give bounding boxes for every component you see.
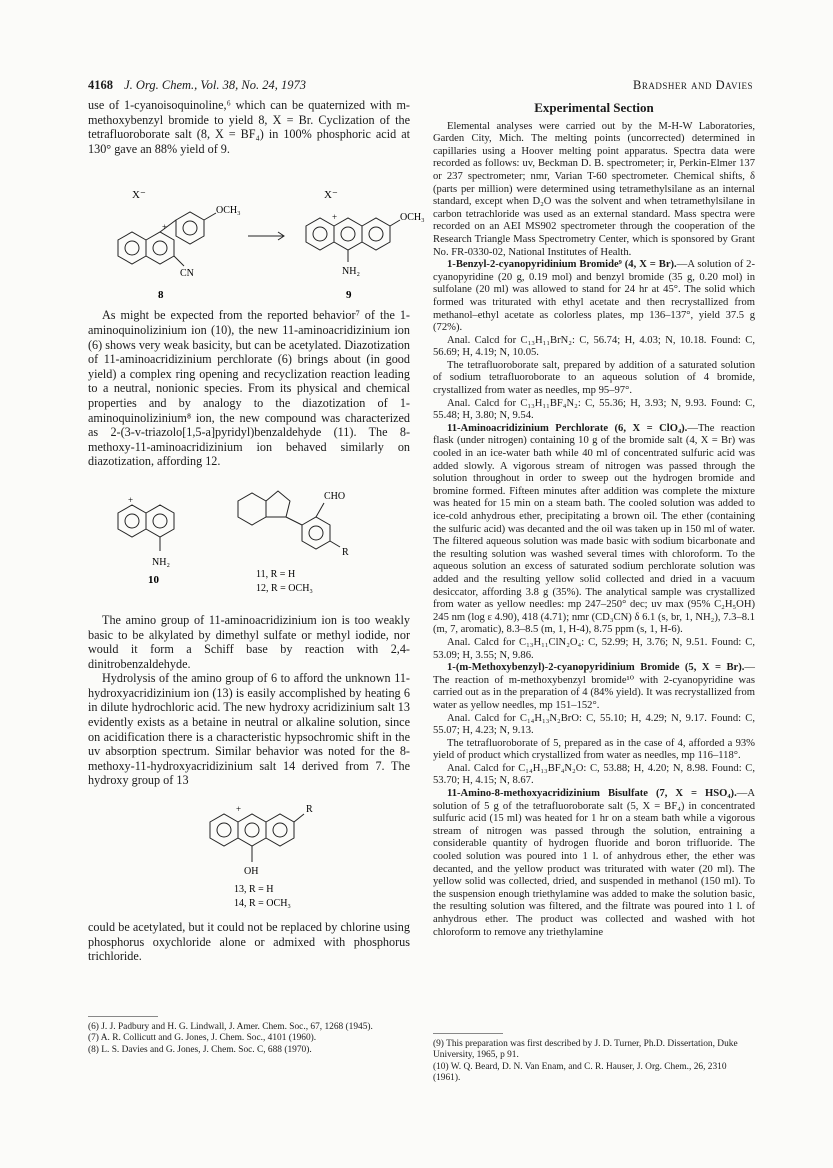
- procedure-text: —A solution of 5 g of the tetrafluoroborate salt (5, X = BF₄) in concentrated sulfuric acid (15 ml) was heated for 1 hr on a steam bath while a vigorous stream of nitrogen was passed through the solution, entraining a considerable quantity of hydrogen fluoride and boron trifluoride. The cooled solution was poured into 1 l. of anhydrous ether, the ether was decanted, and the yellow product was triturated with water (20 ml). The yellow solid was collected, dried, and suspended in methanol (150 ml). To the suspension enough triethylamine was added to make the solution basic, the resulting solution was filtered, and the filtrate was poured into 1 l. of anhydrous ether. The product was collected and washed with hot chloroform to remove any triethylamine: [433, 788, 755, 938]
- run-in-heading: 11-Aminoacridizinium Perchlorate (6, X = ClO₄).: [447, 422, 688, 434]
- paragraph: The tetrafluoroborate of 5, prepared as in the case of 4, afforded a 93% yield of product which crystallized from water as needles, mp 116–118°.: [433, 737, 755, 762]
- journal-citation: J. Org. Chem., Vol. 38, No. 24, 1973: [124, 78, 306, 92]
- cho-label: CHO: [324, 490, 346, 502]
- running-authors: Bradsher and Davies: [633, 78, 753, 92]
- counterion-9: X⁻: [324, 189, 338, 202]
- procedure: [433, 423, 755, 637]
- compound-9-label: 9: [346, 289, 352, 302]
- footnote: (9) This preparation was first described by J. D. Turner, Ph.D. Dissertation, Duke University, 1965, p 91.: [433, 1039, 738, 1061]
- run-in-heading: 1-Benzyl-2-cyanopyridinium Bromide⁹ (4, X = Br).: [447, 259, 677, 271]
- procedure-text: —A solution of 2-cyanopyridine (20 g, 0.19 mol) and benzyl bromide (35 g, 0.20 mol) in sulfolane (20 ml) was allowed to stand for 24 hr at 45°. The solid which formed was triturated with ethyl acetate and then recrystallized from methanol–ethyl acetate as colorless plates, mp 136–137°, yield 37.5 g (72%).: [433, 259, 755, 334]
- svg-text:+: +: [162, 222, 168, 233]
- procedure-text: —The reaction of m-methoxybenzyl bromide¹⁰ with 2-cyanopyridine was carried out as in the preparation of 4 (84% yield). It was recrystallized from water as yellow needles, mp 151–152°.: [433, 662, 755, 711]
- analysis: Anal. Calcd for C₁₃H₁₁BrN₂: C, 56.74; H, 4.03; N, 10.18. Found: C, 56.69; H, 4.19; N, 10.05.: [433, 334, 755, 359]
- paragraph: use of 1-cyanoisoquinoline,⁶ which can be quaternized with m-methoxybenzyl bromide to yield 8, X = Br. Cyclization of the tetrafluoroborate salt (8, X = BF₄) in 100% phosphoric acid at 130° gave an 88% yield of 9.: [88, 98, 410, 156]
- procedure-text: —The reaction flask (under nitrogen) containing 10 g of the bromide salt (4, X = Br) was cooled in an ice-water bath while 40 ml of concentrated sulfuric acid was added slowly. A vigorous stream of nitrogen was passed through the solution throughout in order to sweep out the hydrogen bromide and bromine formed. Fifteen minutes after addition was complete the mixture was heated for 15 min on a steam bath. The cooled solution was added to ice-cold anhydrous ether, precipitating a brown oil. The ether (containing the sulfuric acid) was decanted and the oil was taken up in 150 ml of water. The filtered aqueous solution was made basic with sodium bicarbonate and the resulting solution was washed several times with chloroform. To the aqueous solution an excess of saturated sodium perchlorate solution was added and the resulting yellow solid collected and dried in a vacuum desiccator, affording 3.8 g (35%). The analytical sample was crystallized from water as yellow needles: mp 247–250° dec; uv max (95% C₂H₅OH) 245 nm (log ε 4.90), 418 (4.71); nmr (CD₃CN) δ 6.1 (s, br, 1, NH₂), 7.3–8.1 (m, 7, aromatic), 8.3–8.5 (m, 1, H-4), 8.75 ppm (s, 1, H-6).: [433, 422, 756, 636]
- procedure: [433, 788, 755, 939]
- footnote: (7) A. R. Collicutt and G. Jones, J. Chem. Soc., 4101 (1960).: [88, 1033, 317, 1044]
- section-title: Experimental Section: [534, 100, 654, 115]
- counterion-8: X⁻: [132, 189, 146, 202]
- left-column: [88, 98, 425, 964]
- footnote: (6) J. J. Padbury and H. G. Lindwall, J. Amer. Chem. Soc., 67, 1268 (1945).: [88, 1022, 373, 1032]
- och3-label-8: OCH₃: [216, 205, 241, 217]
- scheme-13-14: [88, 792, 410, 920]
- compound-11-label: 11, R = H: [256, 568, 296, 580]
- page-header: [88, 78, 753, 96]
- procedure: [433, 662, 755, 712]
- compound-8-label: 8: [158, 289, 164, 302]
- footnote: (8) L. S. Davies and G. Jones, J. Chem. Soc. C, 688 (1970).: [88, 1044, 312, 1055]
- run-in-heading: 1-(m-Methoxybenzyl)-2-cyanopyridinium Bromide (5, X = Br).: [447, 662, 745, 674]
- footnote: (10) W. Q. Beard, D. N. Van Enam, and C. R. Hauser, J. Org. Chem., 26, 2310 (1961).: [433, 1061, 727, 1084]
- compound-13-label: 13, R = H: [234, 884, 274, 896]
- r-label-13: R: [306, 804, 313, 816]
- analysis: Anal. Calcd for C₁₄H₁₃N₂BrO: C, 55.10; H, 4.29; N, 9.17. Found: C, 55.07; H, 4.23; N, 9.13.: [433, 712, 755, 737]
- oh-label: OH: [244, 866, 259, 878]
- compound-12-label: 12, R = OCH₃: [256, 582, 313, 594]
- analysis: Anal. Calcd for C₁₃H₁₁ClN₂O₄: C, 52.99; H, 3.76; N, 9.51. Found: C, 53.09; H, 3.55; N, 9.86.: [433, 636, 755, 661]
- paragraph: Hydrolysis of the amino group of 6 to afford the unknown 11-hydroxyacridizinium ion (13) is easily accomplished by heating 6 in dilute hydrochloric acid. The new hydroxy acridizinium salt 13 evidently exists as a betaine in neutral or alkaline solution, since on acidification there is a characteristic hypsochromic shift in the uv absorption spectrum. Similar behavior was noted for the 8-methoxy-11-hydroxyacridizinium salt 14 derived from 7. The hydroxy group of 13: [88, 671, 410, 788]
- svg-text:+: +: [236, 804, 242, 815]
- footnotes-left: [88, 1022, 410, 1056]
- nh2-label-10: NH₂: [152, 556, 170, 568]
- run-in-heading: 11-Amino-8-methoxyacridizinium Bisulfate (7, X = HSO₄).: [447, 788, 737, 800]
- svg-text:+: +: [332, 212, 338, 223]
- analysis: Anal. Calcd for C₁₄H₁₃BF₄N₂O: C, 53.88; H, 4.20; N, 8.98. Found: C, 53.70; H, 4.15; N, 8.67.: [433, 762, 755, 787]
- paragraph: Elemental analyses were carried out by the M-H-W Laboratories, Garden City, Mich. The melting points (uncorrected) determined in capillaries using a Hoover melting point apparatus. Spectra data were recorded as follows: uv, Beckman D. B. spectrometer; ir, Perkin-Elmer 137 or 237 spectrometer; nmr, Varian T-60 spectrometer. Chemical shifts, δ (parts per million) were determined using tetramethylsilane as an internal standard, except when D₂O was the solvent and when tetramethylsilane in carbon tetrachloride was used as an external standard. Mass spectra were recorded on an AEI MS902 spectrometer through the cooperation of the Research Triangle Mass Spectrometry Center, which is sponsored by Grant No. FR-0330-02, National Institutes of Health.: [433, 120, 755, 258]
- footnote-rule-left: [88, 1016, 158, 1017]
- r-label-11: R: [342, 546, 349, 558]
- header-left: [88, 78, 306, 93]
- paragraph: The amino group of 11-aminoacridizinium ion is too weakly basic to be alkylated by dimethyl sulfate or methyl iodide, nor would it form a Schiff base by reaction with 2,4-dinitrobenzaldehyde.: [88, 612, 410, 671]
- svg-text:+: +: [128, 494, 134, 505]
- paragraph: The tetrafluoroborate salt, prepared by addition of a saturated solution of sodium tetrafluoroborate to an aqueous solution of 4 bromide, crystallized from water as needles, mp 95–97°.: [433, 359, 755, 397]
- paragraph: As might be expected from the reported behavior⁷ of the 1-aminoquinolizinium ion (10), the new 11-aminoacridizinium ion (6) shows very weak basicity, but can be acetylated. Diazotization of 11-aminoacridizinium perchlorate (6) brings about (in good yield) a complex ring opening and recyclization reaction leading to a neutral, nonionic species. From its physical and chemical properties and by analogy to the diazotization of 1-aminoquinolizinium⁸ ion, the new compound was characterized as 2-(3-v-triazolo[1,5-a]pyridyl)benzaldehyde (11). The 8-methoxy-11-aminoacridizinium ion behaved similarly on diazotization, affording 12.: [88, 308, 410, 469]
- nh2-label-9: NH₂: [342, 266, 360, 278]
- och3-label-9: OCH₃: [400, 212, 425, 224]
- footnote-rule-right: [433, 1033, 503, 1034]
- cn-label: CN: [180, 268, 194, 280]
- page-number: 4168: [88, 78, 113, 92]
- footnotes-right: [433, 1039, 755, 1085]
- compound-14-label: 14, R = OCH₃: [234, 898, 291, 910]
- scheme-10-11-12: [88, 473, 410, 613]
- analysis: Anal. Calcd for C₁₃H₁₁BF₄N₂: C, 55.36; H, 3.93; N, 9.93. Found: C, 55.48; H, 3.80; N, 9.54.: [433, 397, 755, 422]
- compound-10-label: 10: [148, 573, 159, 586]
- procedure: [433, 259, 755, 335]
- right-column: [433, 98, 755, 939]
- paragraph: could be acetylated, but it could not be replaced by chlorine using phosphorus oxychloride alone or admixed with phosphorus trichloride.: [88, 920, 410, 964]
- scheme-8-to-9: [88, 158, 425, 308]
